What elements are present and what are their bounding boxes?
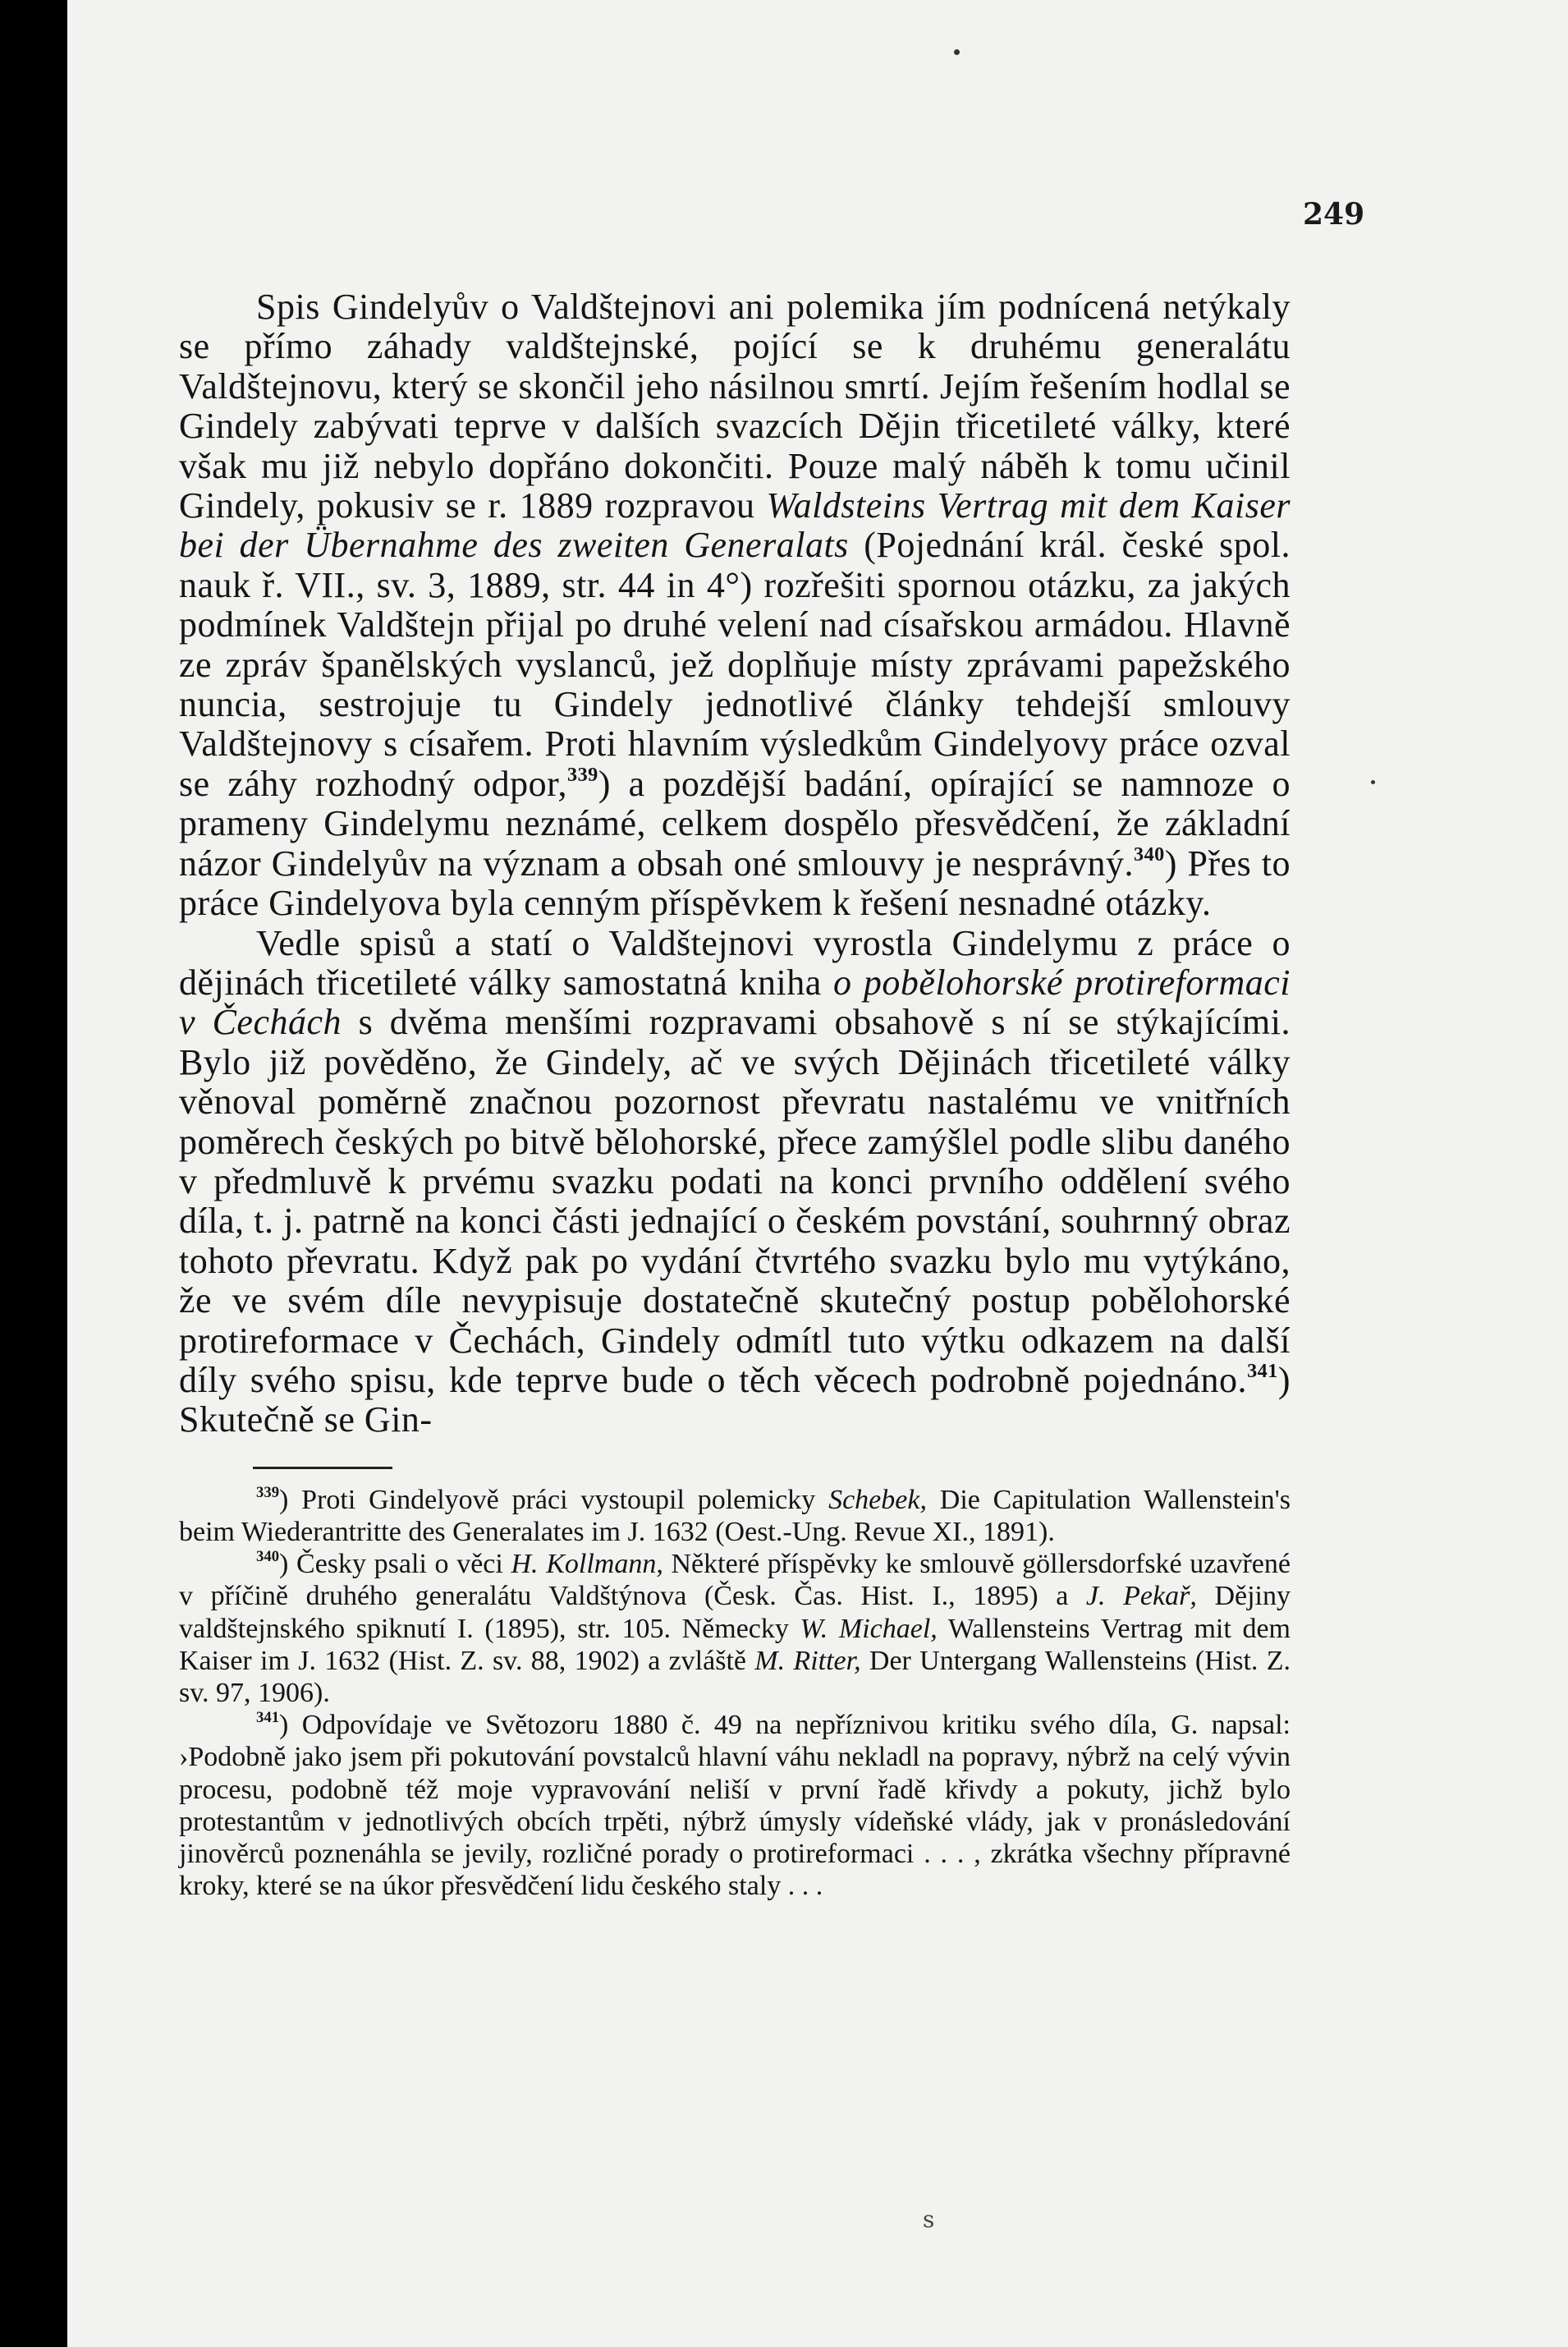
text-run: Die Capitulation Wallenstein's beim Wiederantritte des Generalates im J. 1632 (Oest.-Ung. Revue XI., 1891). [179,1484,1291,1547]
footnote-ref: 339 [256,1483,280,1501]
text-run: (Pojednání král. české spol. nauk ř. VII., sv. 3, 1889, str. 44 in 4°) rozřešiti spornou otázku, za jakých podmínek Valdštejn přijal po druhé velení nad císařskou armádou. Hlavně ze zpráv španělských vyslanců, jež doplňuje místy zprávami papežského nuncia, sestrojuje tu Gindely jednotlivé články tehdejší smlouvy Valdštejnovy s císařem. Proti hlavním výsledkům Gindelyovy práce ozval se záhy rozhodný odpor, [179,525,1291,804]
emphasis-text: Schebek, [828,1484,927,1515]
footnote-ref: 340 [256,1548,280,1566]
bottom-mark: s [923,2206,935,2233]
footnote [179,1548,1291,1709]
footnote-ref: 340 [1133,843,1165,866]
scan-speck [954,49,960,55]
page-body [179,287,1291,1902]
emphasis-text: o pobělohorské protireformaci v Čechách [179,962,1291,1043]
footnote-ref: 341 [256,1709,280,1727]
body-paragraph [179,287,1291,924]
footnote-ref: 341 [1247,1359,1278,1382]
book-page [67,0,1568,2347]
scan-speck [1371,780,1375,784]
emphasis-text: W. Michael, [800,1613,938,1644]
text-run: ) Česky psali o věci [279,1549,511,1580]
text-run: ) Skutečně se Gin- [179,1359,1291,1440]
footnote [179,1709,1291,1902]
text-run: ) Přes to práce Gindelyova byla cenným příspěvkem k řešení nesnadné otázky. [179,843,1291,924]
text-run: Dějiny valdštejnského spiknutí I. (1895), str. 105. Německy [179,1581,1291,1644]
emphasis-text: H. Kollmann, [511,1549,663,1580]
body-paragraph [179,924,1291,1440]
emphasis-text: Waldsteins Vertrag mit dem Kaiser bei der Übernahme des zweiten Generalats [179,485,1291,566]
text-run: Spis Gindelyův o Valdštejnovi ani polemika jím podnícená netýkaly se přímo záhady valdštejnské, pojící se k druhému generalátu Valdštejnovu, který se skončil jeho násilnou smrtí. Jejím řešením hodlal se Gindely zabývati teprve v dalších svazcích Dějin třicetileté války, které však mu již nebylo dopřáno dokončiti. Pouze malý náběh k tomu učinil Gindely, pokusiv se r. 1889 rozpravou [179,287,1291,526]
text-run: ) a pozdější badání, opírající se namnoze o prameny Gindelymu neznámé, celkem dospělo přesvědčení, že základní názor Gindelyův na význam a obsah oné smlouvy je nesprávný. [179,763,1291,884]
footnote-separator [253,1467,392,1469]
text-run: Der Untergang Wallensteins (Hist. Z. sv. 97, 1906). [179,1645,1291,1708]
footnote-ref: 339 [566,763,598,786]
text-run: Wallensteins Vertrag mit dem Kaiser im J. 1632 (Hist. Z. sv. 88, 1902) a zvláště [179,1613,1291,1676]
text-run: Některé příspěvky ke smlouvě göllersdorfské uzavřené v příčině druhého generalátu Valdštýnova (Česk. Čas. Hist. I., 1895) a [179,1549,1291,1612]
emphasis-text: M. Ritter, [754,1645,861,1676]
emphasis-text: J. Pekař, [1085,1581,1197,1612]
footnote [179,1484,1291,1548]
page-number: 249 [1303,197,1365,232]
text-run: s dvěma menšími rozpravami obsahově s ní se stýkajícími. Bylo již pověděno, že Gindely, ač ve svých Dějinách třicetileté války věnoval poměrně značnou pozornost převratu nastalému ve vnitřních poměrech českých po bitvě bělohorské, přece zamýšlel podle slibu daného v předmluvě k prvému svazku podati na konci prvního oddělení svého díla, t. j. patrně na konci části jednající o českém povstání, souhrnný obraz tohoto převratu. Když pak po vydání čtvrtého svazku bylo mu vytýkáno, že ve svém díle nevypisuje dostatečně skutečný postup pobělohorské protireformace v Čechách, Gindely odmítl tuto výtku odkazem na další díly svého spisu, kde teprve bude o těch věcech podrobně pojednáno. [179,1002,1291,1400]
text-run: Vedle spisů a statí o Valdštejnovi vyrostla Gindelymu z práce o dějinách třicetileté války samostatná kniha [179,922,1291,1003]
text-run: ) Odpovídaje ve Světozoru 1880 č. 49 na nepříznivou kritiku svého díla, G. napsal: ›Podobně jako jsem při pokutování povstalců hlavní váhu nekladl na popravy, nýbrž na celý vývin procesu, podobně též moje vypravování neliší v první řadě křivdy a pokuty, jichž bylo protestantům v jednotlivých obcích trpěti, nýbrž úmysly vídeňské vlády, jak v pronásledování jinověrců poznenáhla se jevily, rozličné porady o protireformaci . . . , zkrátka všechny přípravné kroky, které se na úkor přesvědčení lidu českého staly . . . [179,1710,1291,1902]
text-run: ) Proti Gindelyově práci vystoupil polemicky [279,1484,829,1515]
